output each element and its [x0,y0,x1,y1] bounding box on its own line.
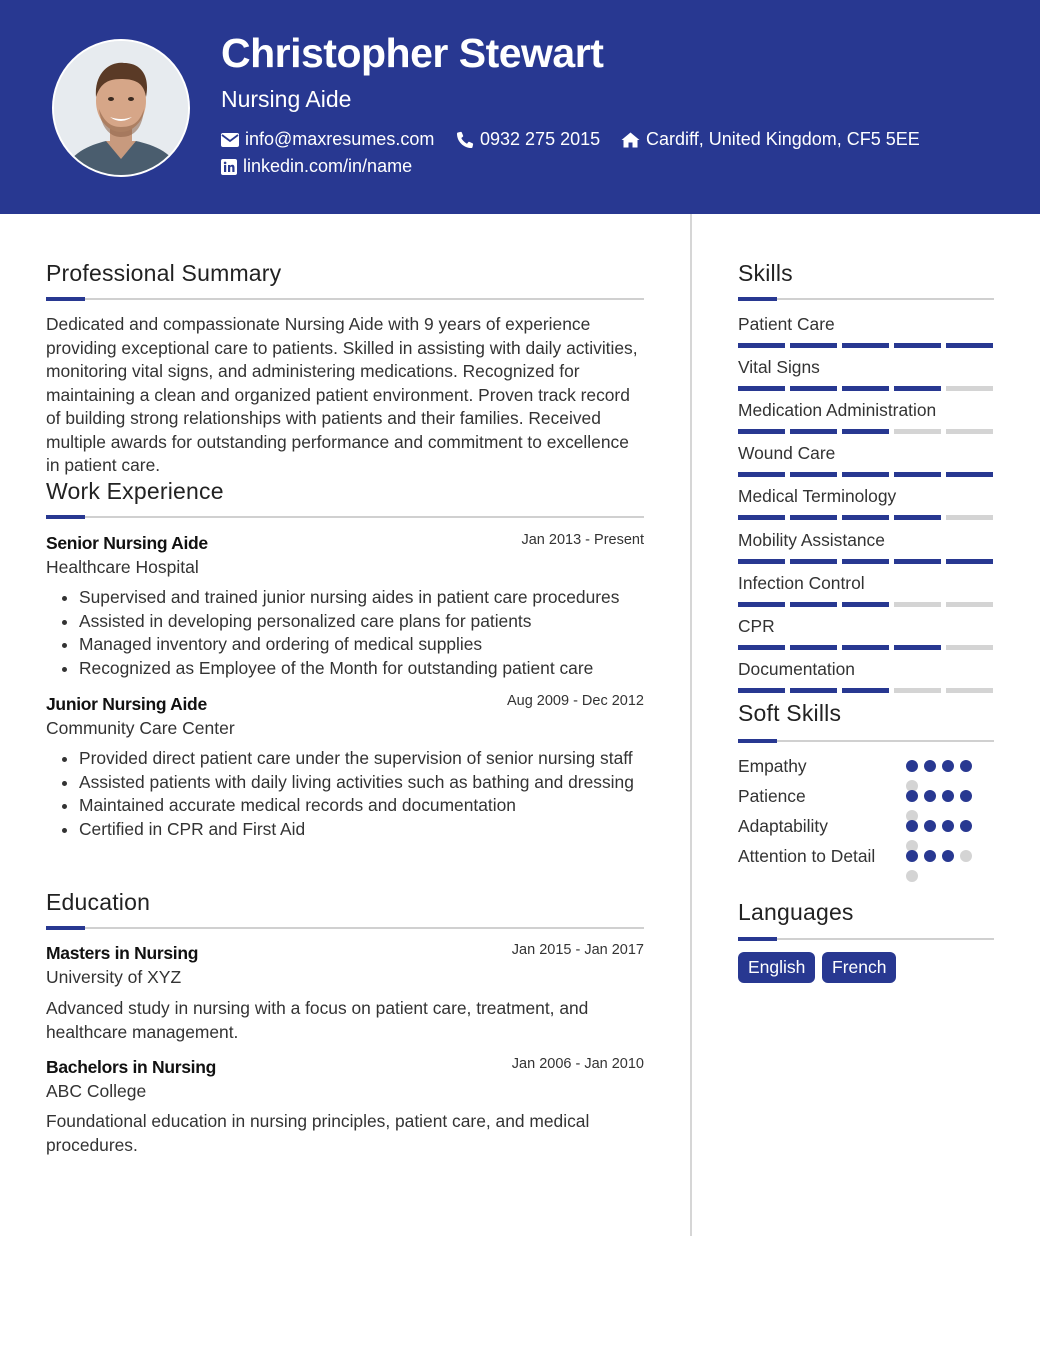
skill-level-segment [738,429,785,434]
envelope-icon [221,133,239,147]
rating-dot [906,790,918,802]
job-title: Senior Nursing Aide [46,533,208,553]
skill-level-segment [790,472,837,477]
skill-level-segment [790,645,837,650]
section-accent [46,926,85,930]
soft-skill-rating [906,850,976,882]
list-item: • Provided direct patient care under the supervision of senior nursing staff [79,747,664,771]
skill-level-segment [790,515,837,520]
person-photo-icon [54,41,188,175]
skills-heading: Skills [738,260,793,286]
job-title: Junior Nursing Aide [46,694,207,714]
address-text: Cardiff, United Kingdom, CF5 5EE [646,129,920,149]
skill-level-segment [738,515,785,520]
education-date: Jan 2006 - Jan 2010 [511,1056,644,1072]
rating-dot [960,820,972,832]
skill-level-bar [738,386,993,391]
list-item: • Certified in CPR and First Aid [79,818,664,842]
rating-dot [924,760,936,772]
job-bullets [46,747,664,841]
contact-address [621,129,920,150]
skill-level-segment [946,559,993,564]
skill-level-segment [738,343,785,348]
skill-level-segment [738,602,785,607]
section-accent [738,739,777,743]
skill-name: Medication Administration [738,400,937,421]
skill-level-segment [894,688,941,693]
skill-level-segment [946,343,993,348]
rating-dot [942,820,954,832]
section-rule [46,516,644,518]
skill-level-segment [842,343,889,348]
job-org: Healthcare Hospital [46,557,199,577]
skill-level-segment [842,515,889,520]
contact-email[interactable] [221,129,434,150]
skill-level-segment [738,472,785,477]
skill-level-segment [790,688,837,693]
phone-text: 0932 275 2015 [480,129,601,149]
soft-skill-name: Attention to Detail [738,846,876,866]
section-accent [46,297,85,301]
skill-level-segment [738,688,785,693]
skill-level-segment [894,472,941,477]
skill-level-segment [894,429,941,434]
rating-dot [906,820,918,832]
rating-dot [924,820,936,832]
skill-level-segment [738,645,785,650]
language-badge-english: English [738,952,815,983]
skill-level-segment [946,472,993,477]
skill-level-segment [738,559,785,564]
list-item: • Managed inventory and ordering of medical supplies [79,633,679,657]
summary-text: Dedicated and compassionate Nursing Aide with 9 years of experience providing exceptional care to patients. Skilled in assisting with daily activities, monitoring vital signs, and administering medications. Recognized for maintaining a clean and organized patient environment. Proven track record of building strong relationships with patients and their families. Received multiple awards for outstanding performance and commitment to excellence in patient care. [46,314,638,475]
skill-level-segment [790,343,837,348]
linkedin-icon [221,159,237,175]
school-name: ABC College [46,1081,147,1101]
section-rule [46,298,644,300]
contact-phone[interactable] [457,129,600,150]
skill-level-segment [894,602,941,607]
skill-level-segment [946,386,993,391]
skill-level-segment [790,559,837,564]
rating-dot [906,870,918,882]
skill-level-segment [894,386,941,391]
skill-level-segment [842,688,889,693]
soft-skill-rating [906,760,976,792]
skill-level-bar [738,472,993,477]
skill-level-bar [738,559,993,564]
skill-level-segment [738,386,785,391]
skill-level-segment [790,386,837,391]
profile-photo [52,39,190,177]
skill-level-segment [842,645,889,650]
skill-level-segment [946,429,993,434]
degree-title: Masters in Nursing [46,943,199,963]
home-icon [621,132,640,148]
list-item: • Supervised and trained junior nursing aides in patient care procedures [79,586,679,610]
rating-dot [924,850,936,862]
skill-level-bar [738,645,993,650]
skill-level-segment [842,559,889,564]
job-date: Jan 2013 - Present [521,532,644,548]
rating-dot [906,760,918,772]
skill-level-segment [946,688,993,693]
skill-level-segment [790,602,837,607]
education-date: Jan 2015 - Jan 2017 [511,942,644,958]
skill-level-segment [842,429,889,434]
languages-heading: Languages [738,899,854,925]
rating-dot [906,850,918,862]
soft-skill-name: Empathy [738,756,807,776]
skill-name: Documentation [738,658,855,679]
skill-name: Vital Signs [738,357,820,378]
rating-dot [960,850,972,862]
rating-dot [942,850,954,862]
skill-level-segment [894,559,941,564]
job-org: Community Care Center [46,718,235,738]
email-text: info@maxresumes.com [245,129,435,149]
skill-name: Infection Control [738,572,865,593]
skill-level-segment [842,386,889,391]
rating-dot [960,760,972,772]
rating-dot [960,790,972,802]
skill-level-bar [738,429,993,434]
rating-dot [924,790,936,802]
skill-name: CPR [738,615,775,636]
skill-level-segment [842,602,889,607]
skill-level-segment [946,515,993,520]
section-accent [738,937,777,941]
education-heading: Education [46,889,151,915]
rating-dot [942,760,954,772]
section-rule [46,927,644,929]
phone-icon [457,131,474,148]
section-accent [738,297,777,301]
skill-level-bar [738,343,993,348]
soft-skill-rating [906,790,976,822]
experience-heading: Work Experience [46,478,224,504]
list-item: • Maintained accurate medical records and documentation [79,794,664,818]
candidate-name: Christopher Stewart [221,30,604,76]
skill-level-segment [946,645,993,650]
education-desc: Foundational education in nursing principles, patient care, and medical procedures. [46,1111,590,1155]
soft-skill-rating [906,820,976,852]
skill-level-segment [894,343,941,348]
skill-name: Patient Care [738,314,835,334]
skill-level-bar [738,515,993,520]
list-item: • Recognized as Employee of the Month for outstanding patient care [79,657,679,681]
language-badge-french: French [822,952,896,983]
candidate-title: Nursing Aide [221,86,352,112]
job-bullets [46,586,679,680]
degree-title: Bachelors in Nursing [46,1057,217,1077]
skill-name: Mobility Assistance [738,529,885,550]
rating-dot [942,790,954,802]
skill-level-segment [790,429,837,434]
resume-header [0,0,1040,214]
skill-level-segment [894,645,941,650]
soft-skill-name: Patience [738,786,806,806]
linkedin-text: linkedin.com/in/name [243,156,413,176]
list-item: • Assisted patients with daily living activities such as bathing and dressing [79,771,664,795]
skill-level-bar [738,688,993,693]
skill-name: Wound Care [738,443,836,464]
skill-level-segment [946,602,993,607]
skill-level-segment [894,515,941,520]
column-divider [690,214,692,1236]
list-item: • Assisted in developing personalized care plans for patients [79,610,679,634]
soft-skills-heading: Soft Skills [738,700,842,726]
skill-level-segment [842,472,889,477]
education-desc: Advanced study in nursing with a focus on patient care, treatment, and healthcare management. [46,998,589,1042]
contact-linkedin[interactable] [221,156,412,177]
soft-skill-name: Adaptability [738,816,828,836]
skill-name: Medical Terminology [738,486,897,507]
summary-heading: Professional Summary [46,260,282,286]
section-accent [46,515,85,519]
skill-level-bar [738,602,993,607]
job-date: Aug 2009 - Dec 2012 [506,693,644,709]
school-name: University of XYZ [46,967,182,987]
